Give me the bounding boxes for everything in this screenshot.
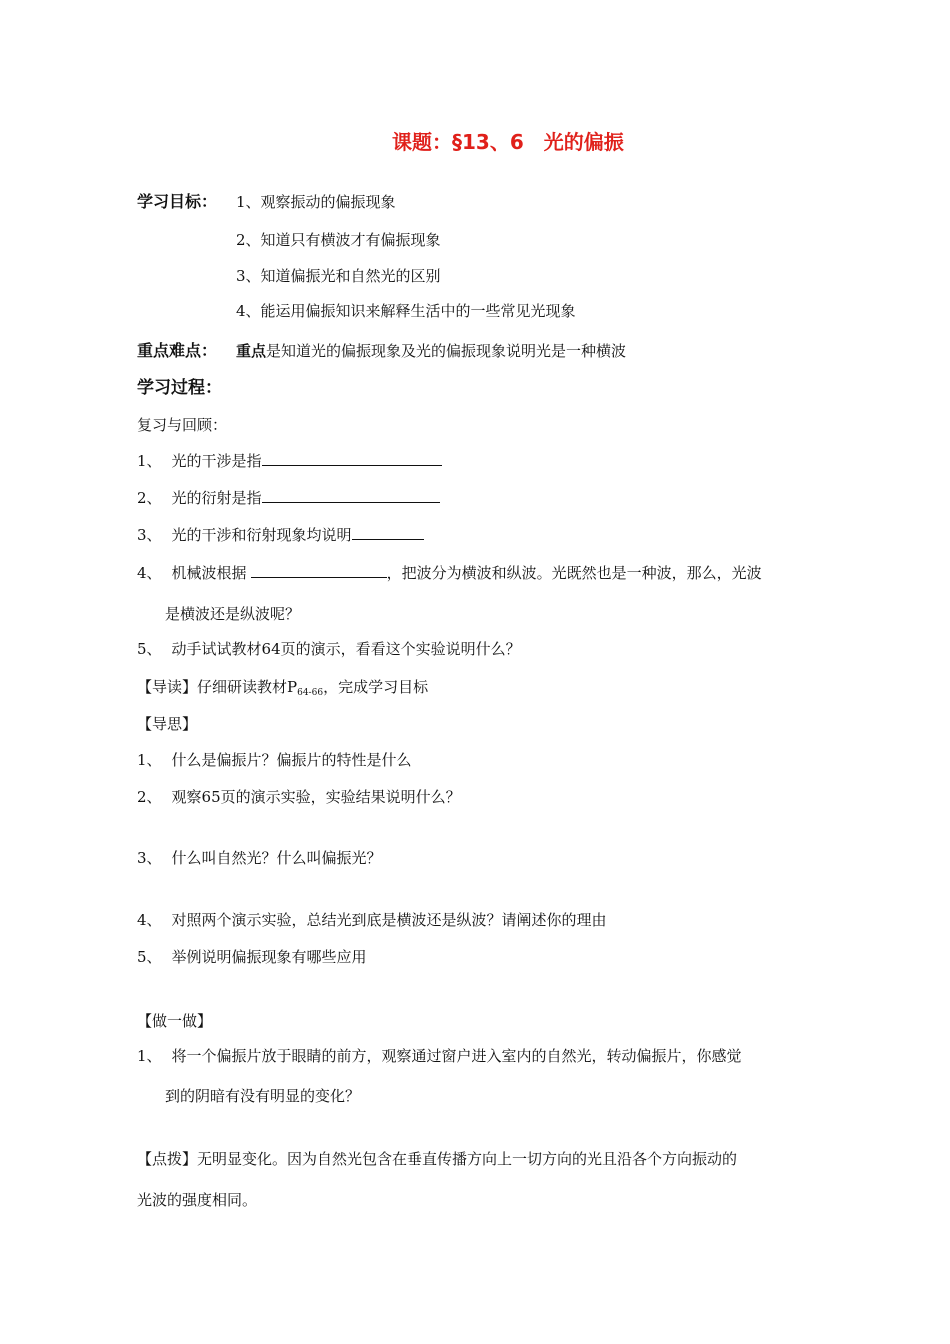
item-number: 1、 <box>137 452 162 470</box>
hint-line-1 <box>137 1149 737 1169</box>
item-text: 观察65页的演示实验，实验结果说明什么？ <box>171 788 461 806</box>
key-points-bold: 重点 <box>236 342 267 360</box>
review-item-2 <box>137 488 440 508</box>
item-text: 光的干涉是指 <box>171 452 262 470</box>
guide-read-text: 仔细研读教材P <box>197 678 298 696</box>
do-it-item <box>137 1046 742 1066</box>
guide-read-label: 【导读】 <box>137 678 198 696</box>
item-text: 动手试试教材64页的演示，看看这个实验说明什么？ <box>171 640 521 658</box>
think-item <box>137 947 367 967</box>
objective-item: 4、能运用偏振知识来解释生活中的一些常见光现象 <box>236 302 576 320</box>
page-range-subscript: 64-66 <box>297 688 324 698</box>
answer-blank[interactable] <box>262 451 442 466</box>
item-text-after: ，把波分为横波和纵波。光既然也是一种波，那么，光波 <box>386 564 762 582</box>
item-number: 4、 <box>137 911 162 929</box>
item-number: 1、 <box>137 1047 162 1065</box>
page-title: 课题：§13、6 光的偏振 <box>392 130 624 154</box>
review-item-4 <box>137 563 762 583</box>
item-text: 机械波根据 <box>171 564 247 582</box>
objectives-label: 学习目标： <box>137 192 218 211</box>
item-number: 1、 <box>137 751 162 769</box>
item-text: 光的衍射是指 <box>171 489 262 507</box>
review-label: 复习与回顾： <box>137 416 228 434</box>
review-item-3 <box>137 525 424 545</box>
hint-text: 无明显变化。因为自然光包含在垂直传播方向上一切方向的光且沿各个方向振动的 <box>197 1150 738 1168</box>
guide-read <box>137 677 428 703</box>
item-number: 2、 <box>137 788 162 806</box>
item-text: 举例说明偏振现象有哪些应用 <box>171 948 367 966</box>
review-item-4-cont: 是横波还是纵波呢？ <box>165 605 301 623</box>
think-item <box>137 910 607 930</box>
key-points-body: 是知道光的偏振现象及光的偏振现象说明光是一种横波 <box>266 342 627 360</box>
hint-line-2: 光波的强度相同。 <box>137 1191 258 1209</box>
review-item-1 <box>137 451 442 471</box>
objective-item: 1、观察振动的偏振现象 <box>236 193 396 211</box>
guide-read-text: ，完成学习目标 <box>323 678 429 696</box>
hint-label: 【点拨】 <box>137 1150 198 1168</box>
item-text: 什么叫自然光？什么叫偏振光？ <box>171 849 382 867</box>
item-number: 4、 <box>137 564 162 582</box>
think-item <box>137 848 382 868</box>
item-number: 5、 <box>137 640 162 658</box>
key-points-text <box>236 341 626 361</box>
objective-item: 2、知道只有横波才有偏振现象 <box>236 231 441 249</box>
item-number: 2、 <box>137 489 162 507</box>
think-item <box>137 787 461 807</box>
guide-think-label: 【导思】 <box>137 715 198 733</box>
item-number: 5、 <box>137 948 162 966</box>
answer-blank[interactable] <box>251 563 387 578</box>
item-text: 光的干涉和衍射现象均说明 <box>171 526 352 544</box>
item-text: 对照两个演示实验，总结光到底是横波还是纵波？请阐述你的理由 <box>171 911 607 929</box>
review-item-5 <box>137 639 521 659</box>
objective-item: 3、知道偏振光和自然光的区别 <box>236 267 441 285</box>
key-points-label: 重点难点： <box>137 341 218 360</box>
item-number: 3、 <box>137 526 162 544</box>
item-number: 3、 <box>137 849 162 867</box>
do-it-label: 【做一做】 <box>137 1012 213 1030</box>
think-item <box>137 750 412 770</box>
process-label: 学习过程： <box>137 378 222 398</box>
do-it-item-cont: 到的阴暗有没有明显的变化？ <box>165 1087 361 1105</box>
item-text: 将一个偏振片放于眼睛的前方，观察通过窗户进入室内的自然光，转动偏振片，你感觉 <box>171 1047 742 1065</box>
answer-blank[interactable] <box>352 525 424 540</box>
item-text: 什么是偏振片？偏振片的特性是什么 <box>171 751 412 769</box>
answer-blank[interactable] <box>262 488 440 503</box>
